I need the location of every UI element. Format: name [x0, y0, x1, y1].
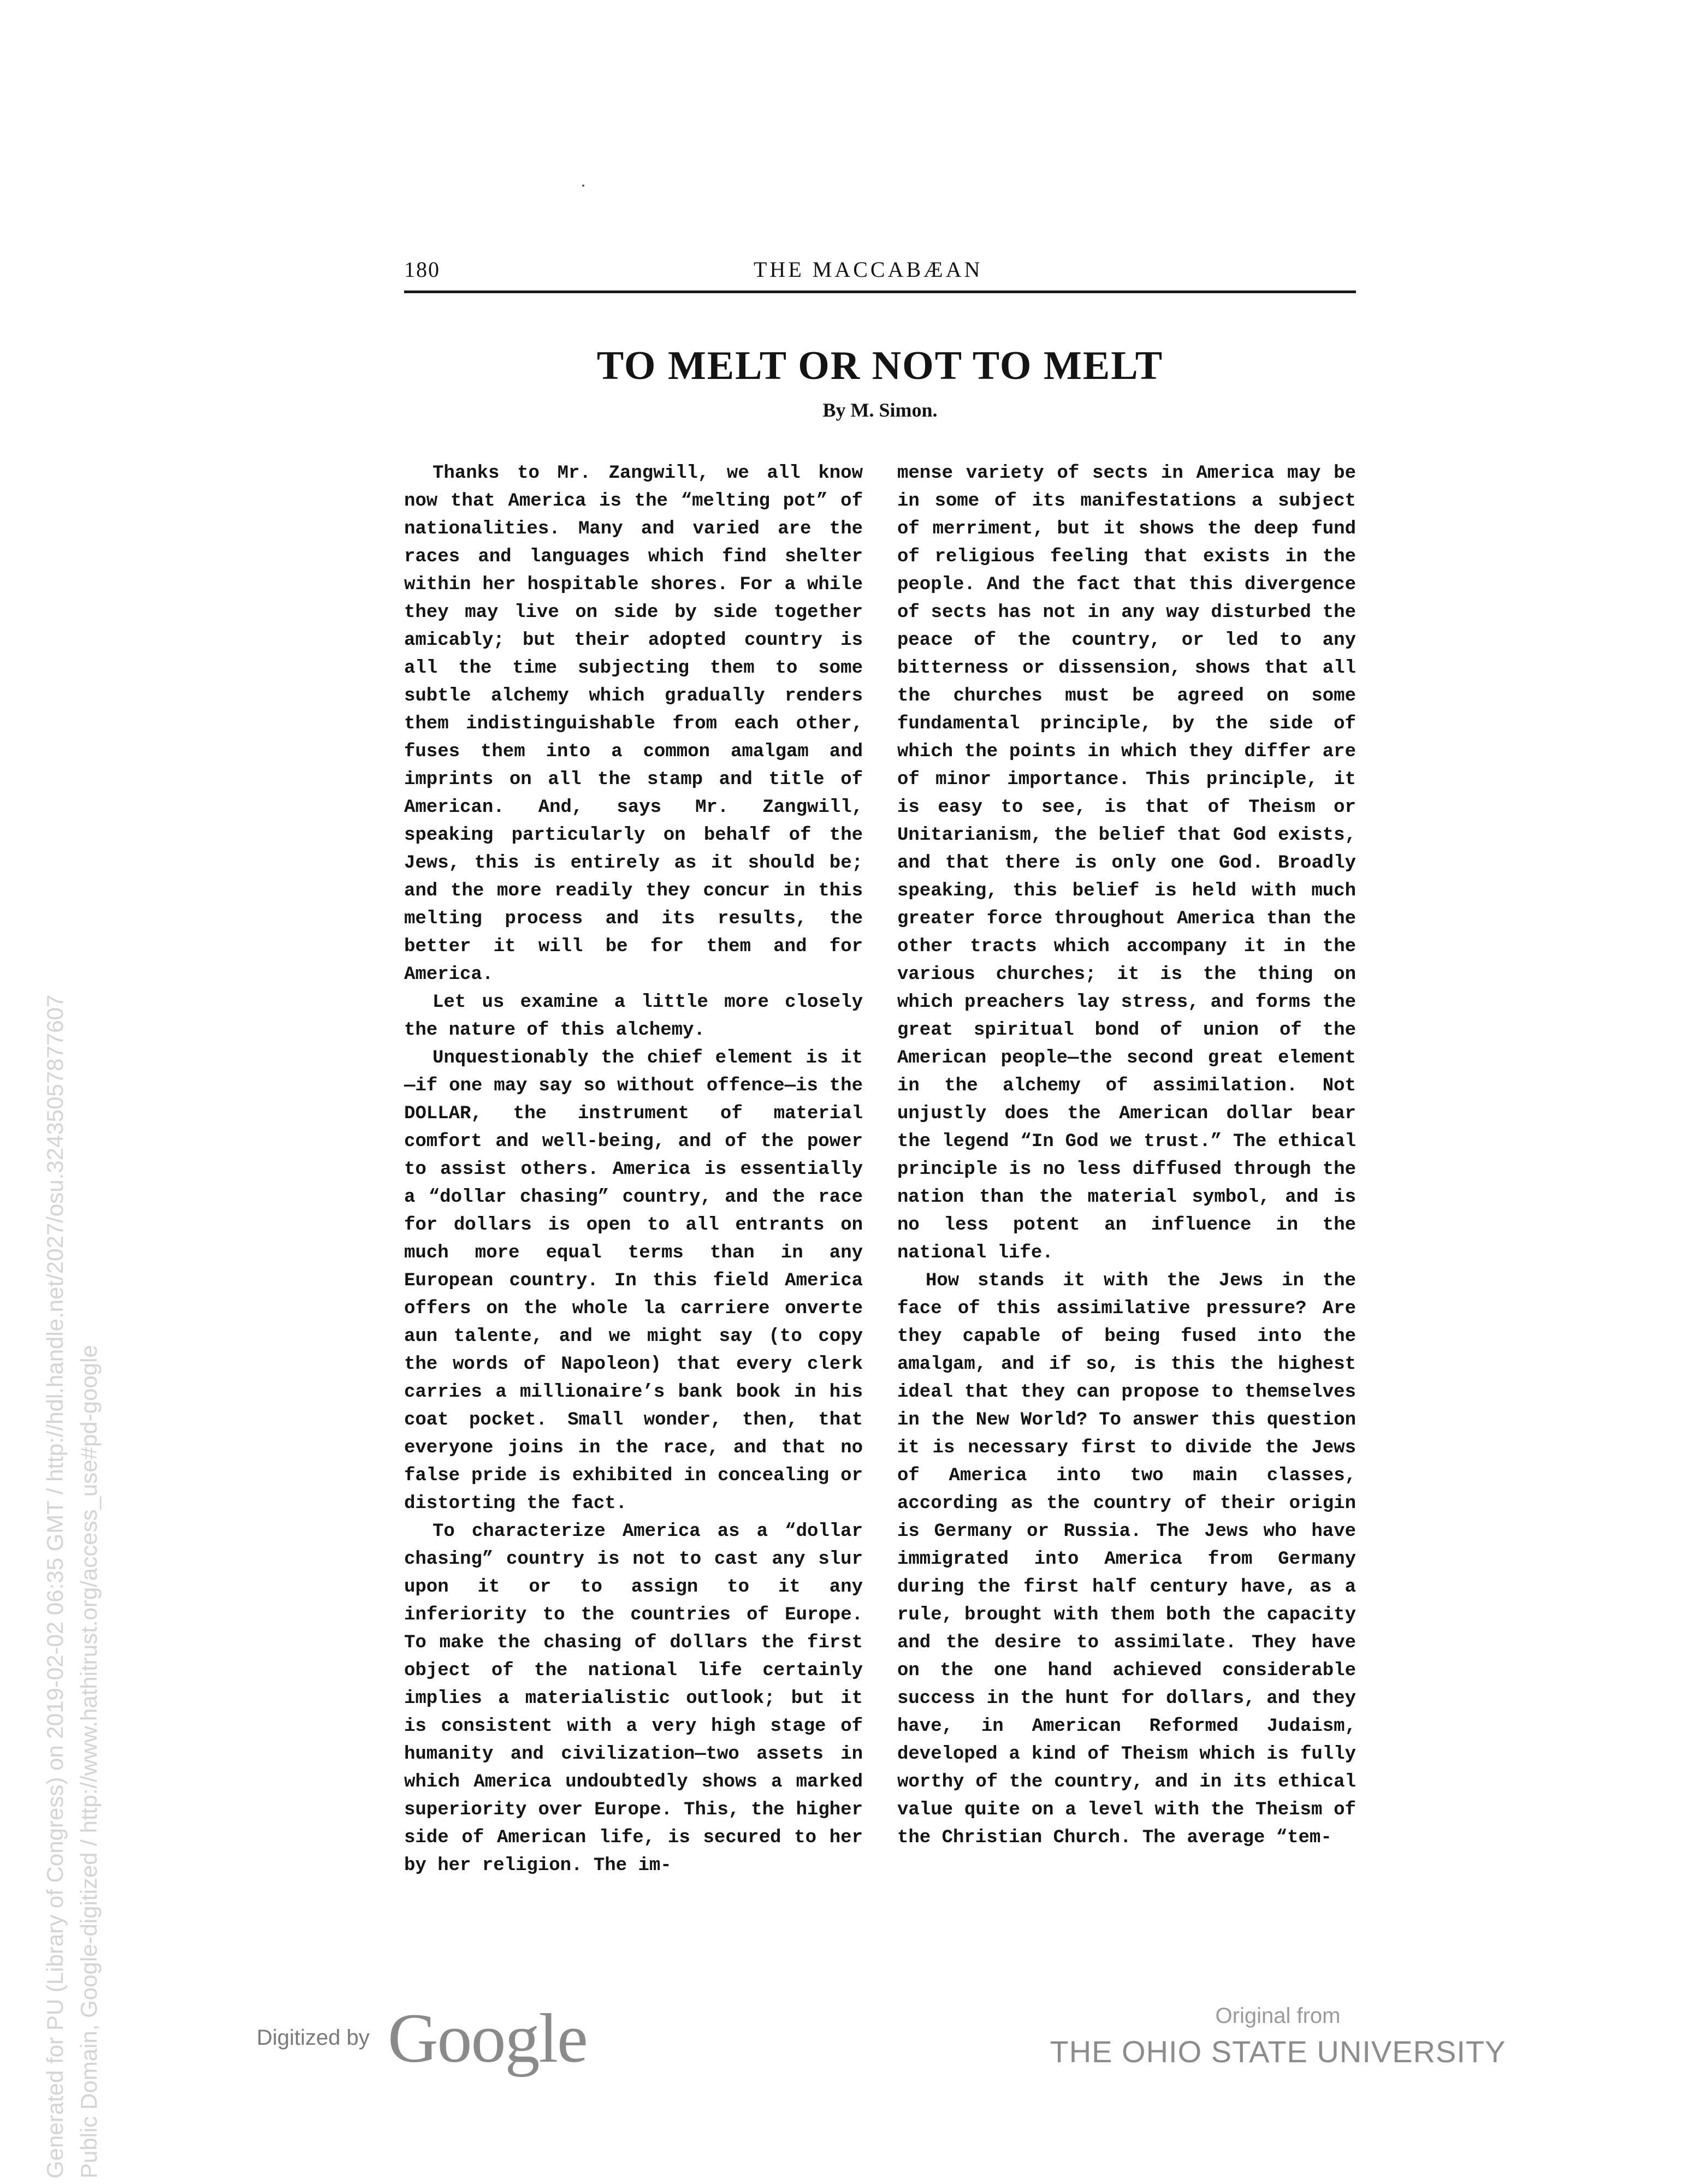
original-from-label: Original from [1215, 2004, 1341, 2028]
article-byline: By M. Simon. [822, 399, 938, 421]
paragraph: Let us examine a little more closely the nature of this alchemy. [404, 992, 863, 1041]
watermark-line: Public Domain, Google-digitized / http://www.hathitrust.org/access_use#pd-google [76, 1345, 102, 2179]
paragraph: Unquestionably the chief element is it—if one may say so without offence—is the DOLLAR, the instrument of material comfort and well-being, and of the power to assist others. America is essentially a “dollar chasing” country, and the race for dollars is open to all entrants on much more equal terms than in any European country. In this field America offers on the whole la carriere onverte aun talente, and we might say (to copy the words of Napoleon) that every clerk carries a millionaire’s bank book in his coat pocket. Small wonder, then, that everyone joins in the race, and that no false pride is exhibited in concealing or distorting the fact. [404, 1048, 863, 1514]
right-column [897, 460, 1356, 1852]
original-from [1038, 2001, 1518, 2073]
running-head: THE MACCABÆAN [754, 257, 983, 282]
hathitrust-watermark [38, 814, 106, 2179]
paragraph: To characterize America as a “dollar chasing” country is not to cast any slur upon it or to assign to it any inferiority to the countries of Europe. To make the chasing of dollars the first object of the national life certainly implies a materialistic outlook; but it is consistent with a very high stage of humanity and civilization—two assets in which America undoubtedly shows a marked superiority over Europe. This, the higher side of American life, is secured to her by her religion. The im- [404, 1521, 863, 1876]
paragraph: How stands it with the Jews in the face of this assimilative pressure? Are they capable of being fused into the amalgam, and if so, is this the highest ideal that they can propose to themselves in the New World? To answer this question it is necessary first to divide the Jews of America into two main classes, according as the country of their origin is Germany or Russia. The Jews who have immigrated into America from Germany during the first half century have, as a rule, brought with them both the capacity and the desire to assimilate. They have on the one hand achieved considerable success in the hunt for dollars, and they have, in American Reformed Judaism, developed a kind of Theism which is fully worthy of the country, and in its ethical value quite on a level with the Theism of the Christian Church. The average “tem- [897, 1271, 1356, 1848]
page-number: 180 [404, 257, 440, 282]
page-header [404, 252, 1356, 293]
left-column [404, 460, 863, 1880]
university-name: THE OHIO STATE UNIVERSITY [1050, 2034, 1506, 2069]
digitized-by-label: Digitized by [257, 2026, 370, 2050]
paragraph: mense variety of sects in America may be in some of its manifestations a subject of merriment, but it shows the deep fund of religious feeling that exists in the people. And the fact that this divergence of sects has not in any way disturbed the peace of the country, or led to any bitterness or dissension, shows that all the churches must be agreed on some fundamental principle, by the side of which the points in which they differ are of minor importance. This principle, it is easy to see, is that of Theism or Unitarianism, the belief that God exists, and that there is only one God. Broadly speaking, this belief is held with much greater force throughout America than the other tracts which accompany it in the various churches; it is the thing on which preachers lay stress, and forms the great spiritual bond of union of the American people—the second great element in the alchemy of assimilation. Not unjustly does the American dollar bear the legend “In God we trust.” The ethical principle is no less diffused through the nation than the material symbol, and is no less potent an influence in the national life. [897, 463, 1356, 1263]
paragraph: Thanks to Mr. Zangwill, we all know now that America is the “melting pot” of nationalities. Many and varied are the races and languages which find shelter within her hospitable shores. For a while they may live on side by side together amicably; but their adopted country is all the time subjecting them to some subtle alchemy which gradually renders them indistinguishable from each other, fuses them into a common amalgam and imprints on all the stamp and title of American. And, says Mr. Zangwill, speaking particularly on behalf of the Jews, this is entirely as it should be; and the more readily they concur in this melting process and its results, the better it will be for them and for America. [404, 463, 863, 985]
watermark-line: Generated for PU (Library of Congress) on 2019-02-02 06:35 GMT / http://hdl.handle.net/2027/osu.32435057877607 [42, 994, 68, 2179]
scan-speck [582, 185, 584, 187]
article-title: TO MELT OR NOT TO MELT [596, 343, 1164, 388]
google-logo: Google [388, 1999, 587, 2077]
